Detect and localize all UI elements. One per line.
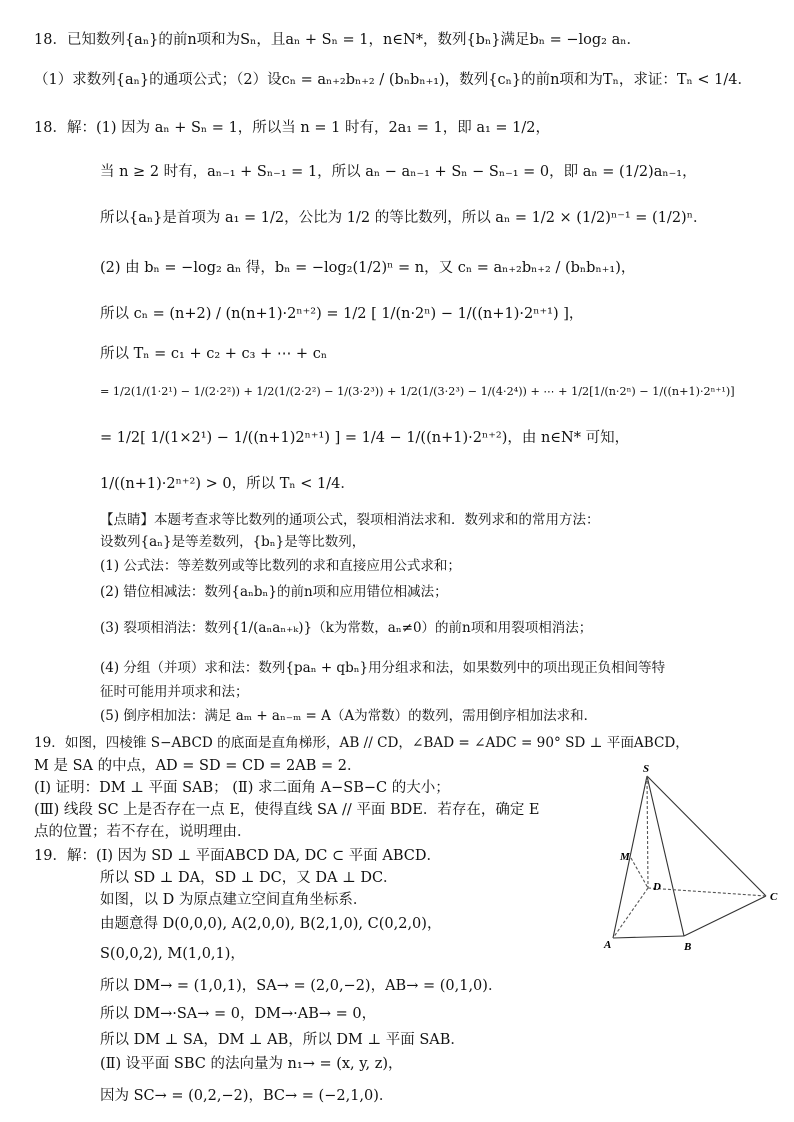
sol19-line: 19．解：(Ⅰ) 因为 SD ⊥ 平面ABCD DA, DC ⊂ 平面 ABCD．	[34, 848, 441, 864]
segment-MD	[631, 858, 648, 888]
note-line: (1) 公式法：等差数列或等比数列的求和直接应用公式求和；	[100, 558, 461, 574]
sol18-line: 18．解：(1) 因为 aₙ + Sₙ = 1，所以当 n = 1 时有，2a₁ = 1，即 a₁ = 1/2，	[34, 120, 550, 136]
edge-DC	[648, 888, 766, 896]
sol18-line: 1/((n+1)·2ⁿ⁺²) > 0，所以 Tₙ < 1/4．	[100, 476, 355, 492]
q19-line: M 是 SA 的中点，AD = SD = CD = 2AB = 2．	[34, 758, 362, 774]
note-line: 【点睛】本题考查求等比数列的通项公式，裂项相消法求和．数列求和的常用方法：	[100, 512, 600, 528]
edge-SD	[647, 776, 648, 888]
sol19-line: 所以 DM ⊥ SA，DM ⊥ AB，所以 DM ⊥ 平面 SAB．	[100, 1032, 465, 1048]
sol19-line: 由题意得 D(0,0,0), A(2,0,0), B(2,1,0), C(0,2,0)，	[100, 916, 442, 932]
label-B: B	[684, 941, 692, 953]
edge-SB	[647, 776, 684, 936]
edge-AB	[613, 936, 684, 938]
sol19-line: 所以 SD ⊥ DA，SD ⊥ DC，又 DA ⊥ DC．	[100, 870, 398, 886]
edge-BC	[684, 896, 766, 936]
sol19-line: (Ⅱ) 设平面 SBC 的法向量为 n₁→ = (x, y, z)，	[100, 1056, 403, 1072]
q18-stem: 18．已知数列{aₙ}的前n项和为Sₙ，且aₙ + Sₙ = 1，n∈N*，数列{bₙ}满足bₙ = −log₂ aₙ．	[34, 32, 642, 48]
note-line: (5) 倒序相加法：满足 aₘ + aₙ₋ₘ = A（A为常数）的数列，需用倒序相加法求和．	[100, 708, 598, 724]
sol19-line: 所以 DM→·SA→ = 0，DM→·AB→ = 0，	[100, 1006, 377, 1022]
sol18-line: (2) 由 bₙ = −log₂ aₙ 得，bₙ = −log₂(1/2)ⁿ = n，又 cₙ = aₙ₊₂bₙ₊₂ / (bₙbₙ₊₁)，	[100, 260, 636, 276]
sol18-line: 所以 Tₙ = c₁ + c₂ + c₃ + ⋯ + cₙ	[100, 346, 328, 362]
sol19-line: 所以 DM→ = (1,0,1)，SA→ = (2,0,−2)，AB→ = (0,1,0)．	[100, 978, 503, 994]
q19-line: 19．如图，四棱锥 S−ABCD 的底面是直角梯形，AB // CD，∠BAD = ∠ADC = 90° SD ⊥ 平面ABCD，	[34, 735, 689, 751]
sol18-line: 所以{aₙ}是首项为 a₁ = 1/2，公比为 1/2 的等比数列，所以 aₙ = 1/2 × (1/2)ⁿ⁻¹ = (1/2)ⁿ．	[100, 210, 708, 226]
note-line: (4) 分组（并项）求和法：数列{paₙ + qbₙ}用分组求和法，如果数列中的项出现正负相间等特	[100, 660, 666, 676]
edge-SC	[647, 776, 766, 896]
note-line: (3) 裂项相消法：数列{1/(aₙaₙ₊ₖ)}（k为常数，aₙ≠0）的前n项和用裂项相消法；	[100, 620, 593, 636]
note-line: 设数列{aₙ}是等差数列，{bₙ}是等比数列，	[100, 534, 366, 550]
label-D: D	[653, 881, 661, 893]
label-A: A	[604, 939, 612, 951]
sol18-line: 所以 cₙ = (n+2) / (n(n+1)·2ⁿ⁺²) = 1/2 [ 1/(n·2ⁿ) − 1/((n+1)·2ⁿ⁺¹) ]，	[100, 306, 584, 322]
q18-parts: （1）求数列{aₙ}的通项公式；（2）设cₙ = aₙ₊₂bₙ₊₂ / (bₙbₙ₊₁)，数列{cₙ}的前n项和为Tₙ，求证：Tₙ < 1/4．	[34, 72, 753, 88]
pyramid-figure	[598, 762, 788, 962]
q19-line: 点的位置；若不存在，说明理由．	[34, 824, 252, 840]
note-line: (2) 错位相减法：数列{aₙbₙ}的前n项和应用错位相减法；	[100, 584, 448, 600]
q19-line: (Ⅰ) 证明：DM ⊥ 平面 SAB； (Ⅱ) 求二面角 A−SB−C 的大小；	[34, 780, 450, 796]
label-S: S	[643, 763, 650, 775]
label-M: M	[620, 851, 630, 863]
sol18-line: = 1/2(1/(1·2¹) − 1/(2·2²)) + 1/2(1/(2·2²) − 1/(3·2³)) + 1/2(1/(3·2³) − 1/(4·2⁴)) + ⋯ + 1/2[1/(n·2ⁿ) − 1/((n+1)·2ⁿ⁺¹)]	[100, 385, 735, 398]
sol19-line: S(0,0,2), M(1,0,1)，	[100, 946, 245, 962]
label-C: C	[770, 891, 778, 903]
q19-line: (Ⅲ) 线段 SC 上是否存在一点 E，使得直线 SA // 平面 BDE．若存在，确定 E	[34, 802, 540, 818]
note-line: 征时可能用并项求和法；	[100, 684, 249, 700]
sol18-line: = 1/2[ 1/(1×2¹) − 1/((n+1)2ⁿ⁺¹) ] = 1/4 − 1/((n+1)·2ⁿ⁺²)，由 n∈N* 可知，	[100, 430, 630, 446]
sol19-line: 如图，以 D 为原点建立空间直角坐标系．	[100, 892, 368, 908]
sol18-line: 当 n ≥ 2 时有，aₙ₋₁ + Sₙ₋₁ = 1，所以 aₙ − aₙ₋₁ + Sₙ − Sₙ₋₁ = 0，即 aₙ = (1/2)aₙ₋₁，	[100, 164, 697, 180]
sol19-line: 因为 SC→ = (0,2,−2)，BC→ = (−2,1,0)．	[100, 1088, 394, 1104]
